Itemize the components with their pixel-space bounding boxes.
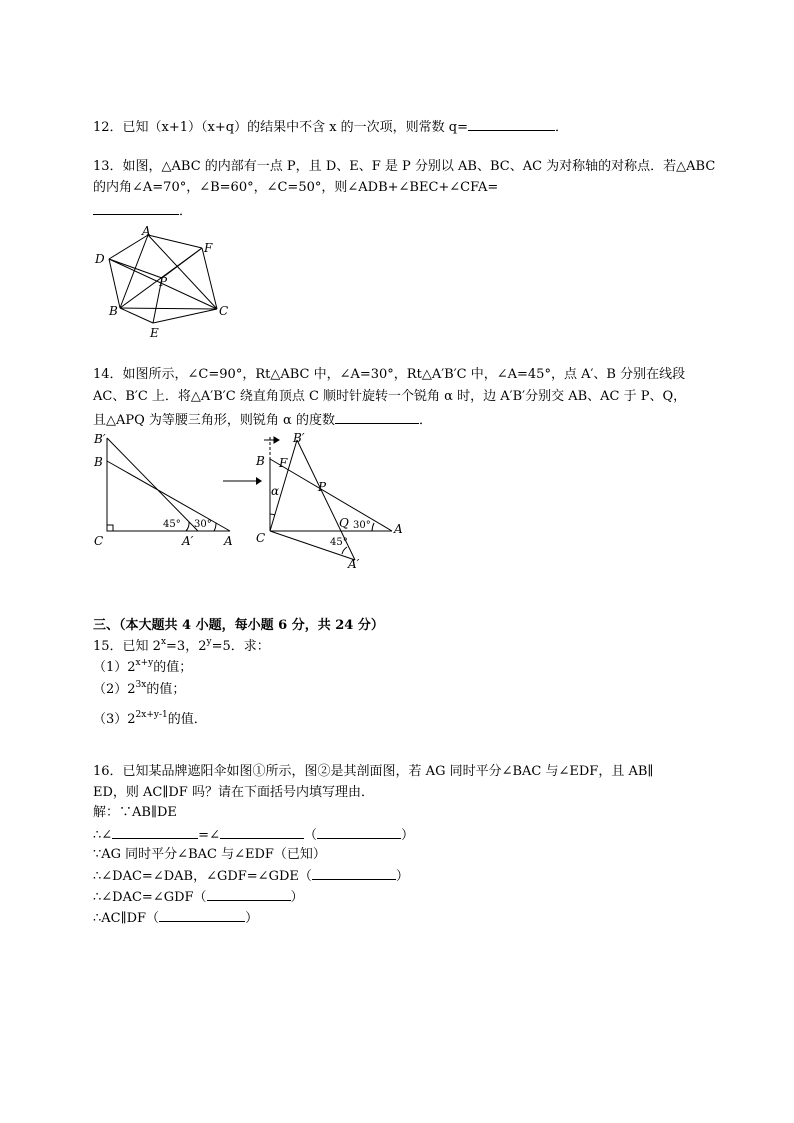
question-16-line-2: ED，则 AC∥DF 吗？请在下面括号内填写理由．: [93, 785, 374, 800]
q16-blank-reason-4[interactable]: [159, 909, 245, 922]
q15-p1-exp: x+y: [135, 658, 154, 668]
q14-figure-after: [252, 432, 412, 572]
q13-label-e: E: [150, 326, 159, 340]
q13-label-c: C: [219, 304, 229, 318]
q13-figure: [90, 226, 240, 344]
q12-tail: ．: [555, 120, 569, 135]
q14-left-angle-30: 30°: [194, 519, 212, 530]
q15-stem-a: 15．已知 2: [93, 639, 161, 654]
q16-blank-reason-1[interactable]: [317, 826, 401, 839]
q16-solution-4: [93, 867, 409, 885]
q15-p2-exp: 3x: [135, 680, 147, 690]
q14-left-label-b-prime: B′: [94, 432, 106, 446]
q15-stem-c: =5．求：: [211, 639, 270, 654]
q14-figure-before: [90, 430, 240, 550]
q13-tail: ．: [179, 204, 193, 219]
q16-solution-3: ∵AG 同时平分∠BAC 与∠EDF（已知）: [93, 847, 326, 862]
q16-solution-6: [93, 909, 258, 927]
q14-right-label-f: F: [279, 456, 288, 470]
q16-sol2-c: （: [303, 828, 317, 843]
q16-blank-reason-2[interactable]: [312, 867, 396, 880]
q14-line-3-text: 且△APQ 为等腰三角形，则锐角 α 的度数: [93, 413, 335, 428]
q14-left-angle-45: 45°: [163, 519, 181, 530]
q15-p2-a: （2）2: [93, 682, 136, 697]
q16-sol2-a: ∴∠: [93, 828, 113, 843]
q16-sol4-b: ）: [395, 869, 409, 884]
question-12: [93, 118, 568, 136]
q15-p1-b: 的值；: [153, 660, 193, 675]
q15-p3-a: （3）2: [93, 712, 136, 727]
q15-stem-b: =3，2: [166, 639, 207, 654]
q13-label-a: A: [142, 224, 151, 238]
q16-sol5-a: ∴∠DAC=∠GDF（: [93, 890, 207, 905]
q16-sol2-b: =∠: [198, 828, 220, 843]
q14-left-label-b: B: [94, 455, 103, 469]
q16-sol2-d: ）: [400, 828, 414, 843]
q13-answer-blank[interactable]: [93, 202, 179, 215]
q16-sol6-b: ）: [245, 911, 259, 926]
q16-sol4-a: ∴∠DAC=∠DAB，∠GDF=∠GDE（: [93, 869, 312, 884]
q14-left-label-a-prime: A′: [182, 534, 194, 548]
q16-blank-reason-3[interactable]: [207, 888, 291, 901]
q14-right-label-c: C: [256, 531, 266, 545]
q14-right-angle-45: 45°: [330, 537, 348, 548]
q14-right-label-p: P: [318, 480, 327, 494]
q14-answer-blank[interactable]: [335, 411, 419, 424]
question-14-line-2: AC、B′C 上．将△A′B′C 绕直角顶点 C 顺时针旋转一个锐角 α 时，边 A′B′分别交 AB、AC 于 P、Q，: [93, 389, 687, 404]
q14-right-angle-30: 30°: [353, 520, 371, 531]
q12-answer-blank[interactable]: [468, 118, 555, 131]
q15-exp-y: y: [206, 637, 212, 647]
q16-sol5-b: ）: [290, 890, 304, 905]
q14-right-label-a: A: [394, 522, 403, 536]
q13-label-f: F: [204, 241, 213, 255]
q15-exp-x: x: [160, 637, 167, 647]
q14-right-label-a-prime: A′: [348, 557, 360, 571]
question-14-line-3: [93, 411, 432, 429]
q14-right-label-b-prime: B′: [293, 431, 305, 445]
q14-left-label-c: C: [94, 534, 104, 548]
q14-right-label-b: B: [256, 454, 265, 468]
q16-solution-2: [93, 826, 414, 844]
q15-p3-exp: 2x+y-1: [135, 710, 168, 720]
question-14-line-1: 14．如图所示，∠C=90°，Rt△ABC 中，∠A=30°，Rt△A′B′C 中，∠A=45°，点 A′、B 分别在线段: [93, 367, 686, 382]
q13-label-d: D: [95, 252, 105, 266]
q15-p2-b: 的值；: [146, 682, 186, 697]
question-15-part-2: [93, 682, 185, 698]
question-15-part-1: [93, 660, 192, 676]
q14-left-label-a: A: [224, 534, 233, 548]
q16-solution-1: 解：∵AB∥DE: [93, 805, 177, 820]
question-16-line-1: 16．已知某品牌遮阳伞如图①所示，图②是其剖面图，若 AG 同时平分∠BAC 与∠EDF，且 AB∥: [93, 764, 654, 779]
q16-blank-angle-2[interactable]: [220, 826, 304, 839]
q13-label-b: B: [109, 304, 118, 318]
q15-p1-a: （1）2: [93, 660, 136, 675]
q15-p3-b: 的值．: [167, 712, 207, 727]
q16-solution-5: [93, 888, 304, 906]
q16-sol6-a: ∴AC∥DF（: [93, 911, 160, 926]
q14-right-label-q: Q: [339, 516, 349, 530]
q14-right-label-alpha: α: [271, 484, 280, 498]
question-15-part-3: [93, 712, 207, 728]
q12-text: 12．已知（x+1）（x+q）的结果中不含 x 的一次项，则常数 q=: [93, 120, 469, 135]
q16-blank-angle-1[interactable]: [112, 826, 198, 839]
question-13-line-3: [93, 202, 192, 220]
q13-label-p: P: [159, 275, 168, 289]
section-3-heading: 三、（本大题共 4 小题，每小题 6 分，共 24 分）: [93, 618, 384, 633]
question-13-line-1: 13．如图，△ABC 的内部有一点 P，且 D、E、F 是 P 分别以 AB、BC、AC 为对称轴的对称点．若△ABC: [93, 159, 716, 174]
question-13-line-2: 的内角∠A=70°，∠B=60°，∠C=50°，则∠ADB+∠BEC+∠CFA=: [93, 180, 499, 195]
question-15-stem: [93, 639, 270, 655]
q14-tail: ．: [418, 413, 432, 428]
